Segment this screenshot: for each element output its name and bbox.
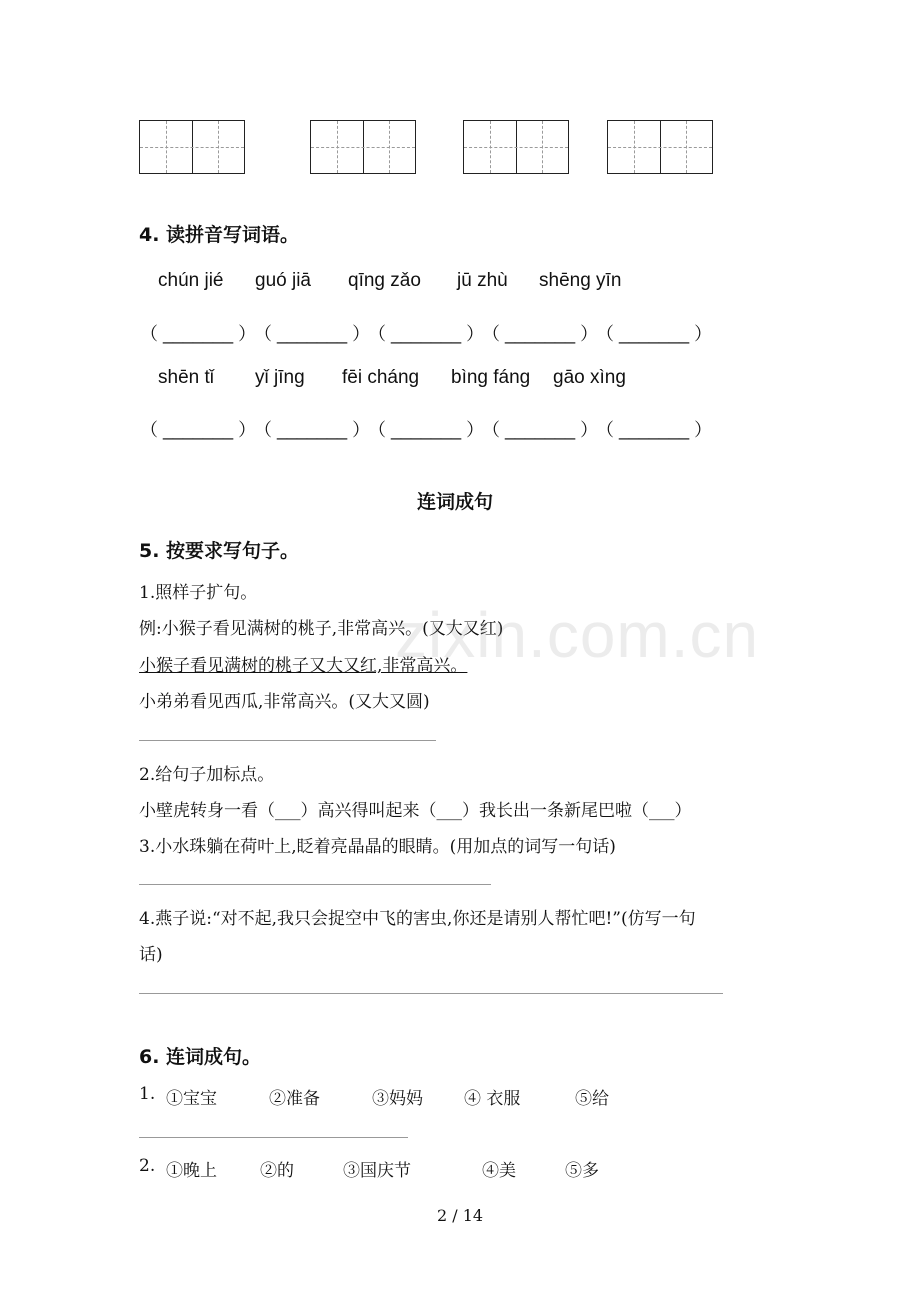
q5-s1-example: 例:小猴子看见满树的桃子,非常高兴。(又大又红): [139, 619, 504, 639]
writing-grid-3[interactable]: [463, 120, 569, 174]
answer-blank-1-5[interactable]: （ _______ ）: [596, 324, 713, 344]
writing-grid-4[interactable]: [607, 120, 713, 174]
q5-heading: 5. 按要求写句子。: [139, 540, 300, 562]
q5-s2-title: 2.给句子加标点。: [139, 765, 275, 785]
answer-blank-2-2[interactable]: （ _______ ）: [254, 420, 371, 440]
pinyin-1-5: shēng yīn: [539, 270, 622, 291]
answer-line-4[interactable]: [139, 1137, 408, 1138]
answer-blank-1-4[interactable]: （ _______ ）: [482, 324, 599, 344]
pinyin-2-3: fēi cháng: [342, 367, 420, 388]
answer-line-3[interactable]: [139, 993, 723, 994]
pinyin-1-4: jū zhù: [457, 270, 508, 291]
writing-grid-2[interactable]: [310, 120, 416, 174]
q5-s1-title: 1.照样子扩句。: [139, 583, 258, 603]
pinyin-2-2: yǐ jīng: [255, 367, 305, 388]
q6-s1-word-3: ③妈妈: [372, 1089, 423, 1109]
q5-s4-task-line2: 话): [139, 945, 163, 965]
pinyin-2-5: gāo xìng: [553, 367, 626, 388]
q6-s2-number: 2.: [139, 1156, 156, 1176]
q6-s2-word-1: ①晚上: [166, 1161, 217, 1181]
answer-line-2[interactable]: [139, 884, 491, 885]
answer-blank-2-1[interactable]: （ _______ ）: [140, 420, 257, 440]
q5-s4-task-line1: 4.燕子说:“对不起,我只会捉空中飞的害虫,你还是请别人帮忙吧!”(仿写一句: [139, 909, 696, 929]
q6-s1-word-4: ④ 衣服: [464, 1089, 521, 1109]
q6-s1-word-2: ②准备: [269, 1089, 320, 1109]
q5-s1-task: 小弟弟看见西瓜,非常高兴。(又大又圆): [139, 692, 430, 712]
q6-s1-number: 1.: [139, 1084, 156, 1104]
q5-s2-task[interactable]: 小壁虎转身一看（___）高兴得叫起来（___）我长出一条新尾巴啦（___）: [139, 801, 692, 821]
q6-s1-word-1: ①宝宝: [166, 1089, 217, 1109]
answer-blank-1-1[interactable]: （ _______ ）: [140, 324, 257, 344]
q6-s2-word-4: ④美: [482, 1161, 516, 1181]
q6-heading: 6. 连词成句。: [139, 1046, 262, 1068]
q5-s3-task: 3.小水珠躺在荷叶上,眨着亮晶晶的眼睛。(用加点的词写一句话): [139, 837, 616, 857]
q6-s1-word-5: ⑤给: [575, 1089, 609, 1109]
pinyin-1-2: guó jiā: [255, 270, 311, 291]
pinyin-1-3: qīng zǎo: [348, 270, 421, 291]
q6-s2-word-3: ③国庆节: [343, 1161, 411, 1181]
q5-s1-example-answer: 小猴子看见满树的桃子又大又红,非常高兴。: [139, 656, 468, 676]
writing-grid-1[interactable]: [139, 120, 245, 174]
page-number: 2 / 14: [437, 1206, 484, 1225]
pinyin-2-1: shēn tǐ: [158, 367, 214, 388]
answer-blank-2-3[interactable]: （ _______ ）: [368, 420, 485, 440]
q4-heading: 4. 读拼音写词语。: [139, 224, 300, 246]
pinyin-1-1: chún jié: [158, 270, 224, 291]
answer-blank-2-4[interactable]: （ _______ ）: [482, 420, 599, 440]
answer-blank-1-3[interactable]: （ _______ ）: [368, 324, 485, 344]
answer-blank-1-2[interactable]: （ _______ ）: [254, 324, 371, 344]
q6-s2-word-5: ⑤多: [565, 1161, 599, 1181]
pinyin-2-4: bìng fáng: [451, 367, 531, 388]
q6-s2-word-2: ②的: [260, 1161, 294, 1181]
watermark: zixin.com.cn: [395, 599, 760, 671]
answer-blank-2-5[interactable]: （ _______ ）: [596, 420, 713, 440]
section-title: 连词成句: [417, 491, 494, 513]
answer-line-1[interactable]: [139, 740, 436, 741]
